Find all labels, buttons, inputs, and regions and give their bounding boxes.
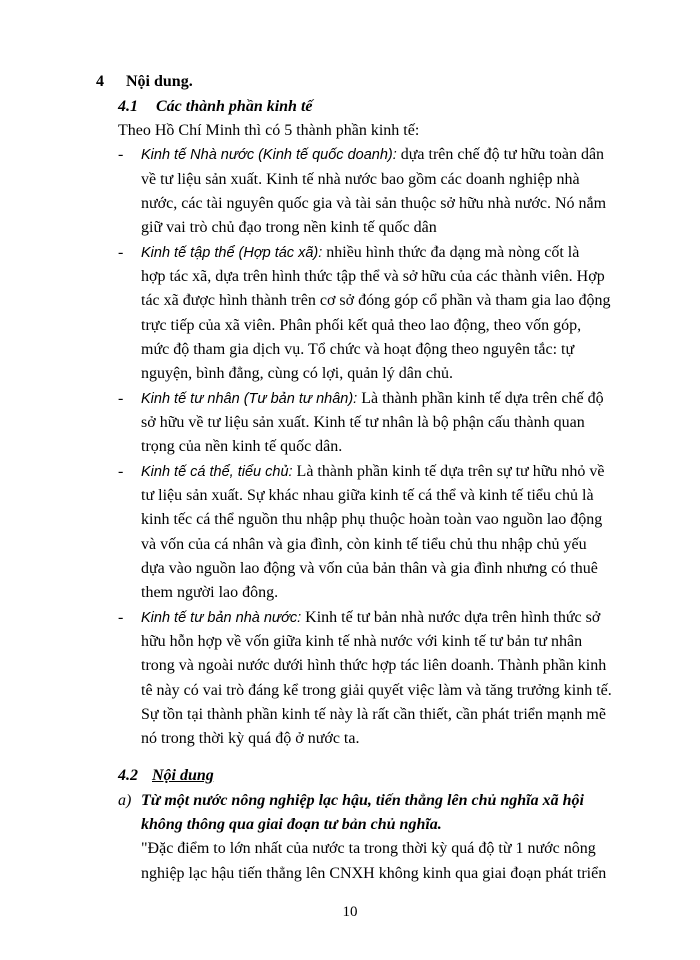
- list-item-line: và vốn của cá nhân và gia đình, còn kinh tế tiểu chủ thu nhập chủ yếu: [141, 536, 587, 553]
- list-item-line: về tư liệu sản xuất. Kinh tế nhà nước bao gồm các doanh nghiệp nhà: [141, 171, 580, 188]
- list-item-line: Kinh tế tập thể (Hợp tác xã): nhiều hình thức đa dạng mà nòng cốt là: [141, 244, 580, 261]
- quote-line: nghiệp lạc hậu tiến thẳng lên CNXH không kinh qua giai đoạn phát triển: [141, 865, 607, 882]
- section-4-1-heading: [118, 97, 313, 117]
- section-4-heading: [96, 72, 193, 92]
- list-item-line: trọng của nền kinh tế quốc dân.: [141, 438, 343, 455]
- list-item-line: nguyện, bình đẳng, cùng có lợi, quản lý dân chủ.: [141, 365, 453, 382]
- list-item-line: nó trong thời kỳ quá độ ở nước ta.: [141, 730, 360, 747]
- section-number: 4: [96, 73, 104, 90]
- quote-line: "Đặc điểm to lớn nhất của nước ta trong thời kỳ quá độ từ 1 nước nông: [141, 840, 596, 857]
- list-item-line: sở hữu về tư liệu sản xuất. Kinh tế tư nhân là bộ phận cấu thành quan: [141, 414, 585, 431]
- bullet-dash: -: [118, 463, 124, 480]
- section-title: Các thành phần kinh tế: [156, 98, 313, 115]
- item-term: Kinh tế Nhà nước (Kinh tế quốc doanh):: [141, 147, 397, 163]
- section-number: 4.1: [118, 98, 138, 115]
- item-term: Kinh tế cá thể, tiểu chủ:: [141, 464, 293, 480]
- list-item-line: Kinh tế cá thể, tiểu chủ: Là thành phần kinh tế dựa trên sự tư hữu nhỏ về: [141, 463, 605, 480]
- list-item-line: Sự tồn tại thành phần kinh tế này là rất cần thiết, cần phát triển mạnh mẽ: [141, 706, 606, 723]
- list-item-line: tác xã được hình thành trên cơ sở đóng góp cổ phần và tham gia lao động: [141, 292, 611, 309]
- list-item-line: hữu hỗn hợp về vốn giữa kinh tế nhà nước với kinh tế tư bản tư nhân: [141, 633, 583, 650]
- item-term: Kinh tế tư nhân (Tư bản tư nhân):: [141, 391, 358, 407]
- section-4-2-heading: [118, 766, 214, 786]
- list-item-line: them người lao đông.: [141, 584, 279, 601]
- list-item-line: tê này có vai trò đáng kể trong giải quyết việc làm và tăng trưởng kinh tế.: [141, 682, 612, 699]
- section-number: 4.2: [118, 767, 138, 784]
- list-item-line: Kinh tế tư nhân (Tư bản tư nhân): Là thành phần kinh tế dựa trên chế độ: [141, 390, 604, 407]
- subsection-heading-line: Từ một nước nông nghiệp lạc hậu, tiến thẳng lên chủ nghĩa xã hội: [141, 792, 584, 809]
- subsection-marker: a): [118, 792, 132, 809]
- list-item-line: Kinh tế tư bản nhà nước: Kinh tế tư bản nhà nước dựa trên hình thức sở: [141, 609, 601, 626]
- list-item-line: dựa vào nguồn lao động và vốn của bản thân và gia đình nhưng có thuê: [141, 560, 598, 577]
- list-item-line: hợp tác xã, dựa trên hình thức tập thể và sở hữu của các thành viên. Hợp: [141, 268, 605, 285]
- bullet-dash: -: [118, 390, 124, 407]
- list-item-line: trong và ngoài nước dưới hình thức hợp tác liên doanh. Thành phần kinh: [141, 657, 607, 674]
- list-item-line: giữ vai trò chủ đạo trong nền kinh tế quốc dân: [141, 219, 437, 236]
- bullet-dash: -: [118, 146, 124, 163]
- page-number: 10: [342, 904, 358, 920]
- subsection-heading-line: không thông qua giai đoạn tư bản chủ nghĩa.: [141, 816, 442, 833]
- bullet-dash: -: [118, 609, 124, 626]
- intro-paragraph: Theo Hồ Chí Minh thì có 5 thành phần kinh tế:: [118, 122, 420, 139]
- list-item-line: nước, các tài nguyên quốc gia và tài sản thuộc sở hữu nhà nước. Nó nắm: [141, 195, 607, 212]
- item-term: Kinh tế tập thể (Hợp tác xã):: [141, 245, 323, 261]
- list-item-line: kinh tếc cá thể nguồn thu nhập phụ thuộc hoàn toàn vao nguồn lao động: [141, 511, 603, 528]
- section-title: Nội dung.: [126, 73, 193, 90]
- list-item-line: tư liệu sản xuất. Sự khác nhau giữa kinh tế cá thể và kinh tế tiểu chủ là: [141, 487, 594, 504]
- list-item-line: trực tiếp của xã viên. Phân phối kết quả theo lao động, theo vốn góp,: [141, 317, 582, 334]
- list-item-line: Kinh tế Nhà nước (Kinh tế quốc doanh): dựa trên chế độ tư hữu toàn dân: [141, 146, 605, 163]
- bullet-dash: -: [118, 244, 124, 261]
- item-term: Kinh tế tư bản nhà nước:: [141, 610, 302, 626]
- section-title: Nội dung: [152, 767, 214, 784]
- list-item-line: mức độ tham gia dịch vụ. Tổ chức và hoạt động theo nguyên tắc: tự: [141, 341, 575, 358]
